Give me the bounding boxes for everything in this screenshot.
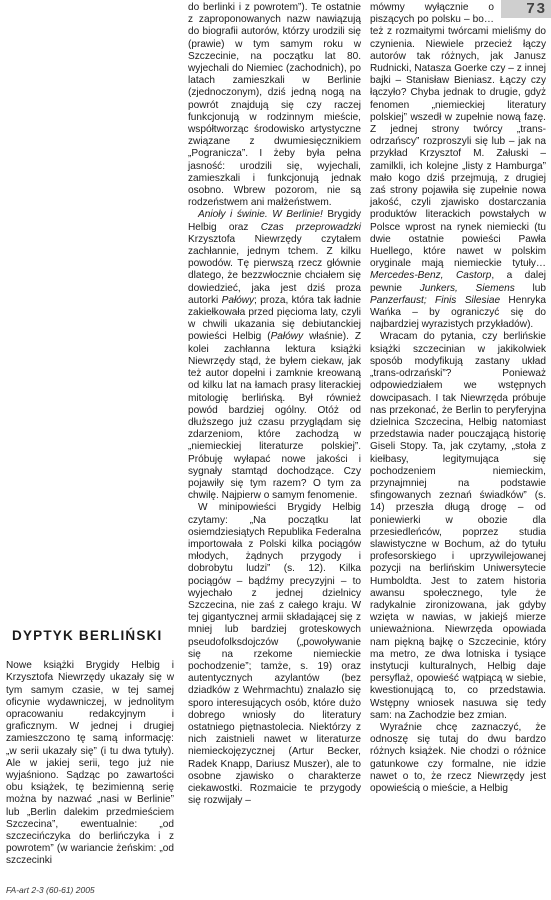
text: , a dalej pewnie [370, 270, 546, 294]
paragraph: W minipowieści Brygidy Helbig czytamy: „Na początku lat osiemdziesiątych Republika Federalna importowała z Polski kilka pociągów młodych, żądnych przygody i dobrobytu ludzi” (s. 12). Kilka pociągów – bądźmy precyzyjni – to wyjechało z jednej dzielnicy Szczecina, nie zaś z całego kraju. W tej gigantycznej armii składającej się z mniej lub bardziej groteskowych pseudofolksdojczów („powoływanie się na rzekome niemieckie pochodzenie”; tamże, s. 19) oraz autentycznych azylantów (bez dziadków z Wehrmachtu) znalazło się sporo interesujących osób, które dużo dobrego wniosły do literatury ostatniego piętnastolecia. Niektórzy z nich zaistnieli nawet w literaturze niemieckojęzycznej (Artur Becker, Radek Knapp, Dariusz Muszer), ale to osobne zjawisko o charakterze ciekawostki. Rozmaicie te przygody się rozwijały – [188, 502, 361, 807]
book-title: Panzerfaust; Finis Silesiae [370, 294, 501, 306]
text: Brygidy Helbig oraz [188, 209, 361, 233]
paragraph [370, 2, 546, 331]
book-title: Anioły i świnie. W Berlinie! [198, 209, 323, 221]
text: Henryka Wańka – by ograniczyć się do najbardziej wyrazistych przykładów). [370, 294, 547, 331]
book-title: Junkers, Siemens [419, 282, 515, 294]
text: Krzysztofa Niewrzędy czytałem zachłannie, jednym tchem. Z kilku powodów. Tę pierwszą rzecz głównie dlatego, że bezzwłocznie chciałem się dowiedzieć, jaka jest dziś proza autorki [188, 233, 361, 306]
left-column [6, 630, 174, 868]
text: ; proza, która tak ładnie zakiełkowała przed pięcioma laty, czyli w chwili ukazania się debiutanckiej powieści Helbig ( [188, 294, 361, 343]
book-title: Pałówy [270, 331, 304, 343]
footer: FA-art 2-3 (60-61) 2005 [6, 885, 95, 895]
text: mówmy wyłącznie o piszących po polsku – bo… też z rozmaitymi twórcami mieliśmy do czynienia. Niewiele przecież łączy autorów tak różnych, jak Janusz Rudnicki, Natasza Goerke czy – z innej bajki – Stanisław Bieniasz. Łączy czy łączyło? Chyba jednak to drugie, gdyż fenomen „niemieckiej literatury polskiej” wszedł w zupełnie nową fazę. Z jednej strony twórcy „trans-odrzańscy” rozproszyli się lub – jak na przykład Krzysztof M. Załuski – zamilkli, ich kolejne „listy z Hamburga” mało kogo dziś przejmują, z drugiej zaś strony pojawiła się zupełnie nowa jakość, czyli zjawisko dostarczania produktów literackich powstałych w Polsce wprost na rynek niemiecki (tu dwie ostatnie powieści Pawła Huellego, które nawet w polskim oryginale mają niemieckie tytuły… [370, 2, 546, 270]
text: lub [514, 282, 546, 294]
right-column [370, 2, 546, 795]
intro-paragraph: Nowe książki Brygidy Helbig i Krzysztofa Niewrzędy ukazały się w tym samym czasie, w tej samej oficynie wydawniczej, w jednolitym opracowaniu redakcyjnym i graficznym. W jednej i drugiej zamieszczono tę samą informację: „w serii ukazały się” (i tu dwa tytuły). Ale w jakiej serii, tego już nie wyjaśniono. Sądząc po zawartości obu książek, tę bezimienną serię można by nazwać „nasi w Berlinie” lub „Berlin dalekim przedmieściem Szczecina”, ewentualnie: „od szczecińczyka do berlińczyka i z powrotem” (w wariancie żeńskim: „od szczecinki [6, 660, 174, 867]
paragraph [188, 209, 361, 502]
paragraph: Wyraźnie chcę zaznaczyć, że odnoszę się tutaj do dwu bardzo różnych książek. Nie chodzi o różnice gatunkowe czy formalne, nie idzie nawet o to, że rzecz Niewrzędy jest opowieścią o mieście, a Helbig [370, 721, 546, 794]
book-title: Pałówy [221, 294, 255, 306]
book-title: Czas przeprowadzki [260, 221, 361, 233]
book-title: Mercedes-Benz, Castorp [370, 270, 492, 282]
page-number-spacer [494, 2, 546, 18]
page-number: 73 [501, 0, 551, 18]
text: właśnie). Z kolei zachłanna lektura książki Niewrzędy stąd, że byłem ciekaw, jak też autor dopełni i zamknie kreowaną od kilku lat na łamach prasy literackiej mitologię berlińską. Był również powód bardziej ogólny. Otóż od dłuższego już czasu przyglądam się zdarzeniom, które zachodzą w „niemieckiej literaturze polskiej”. Próbuję wyłapać nowe jakości i sygnały stamtąd dochodzące. Czy pojawiły się tym razem? O tym za chwilę. Najpierw o samym fenomenie. [188, 331, 362, 502]
paragraph: Wracam do pytania, czy berlińskie książki szczecinian w jakikolwiek sposób modyfikują zastany układ „trans-odrzański”? Ponieważ odpowiedziałem we wstępnych dowcipasach. I tak Niewrzęda próbuje nas przekonać, że Berlin to peryferyjna dzielnica Szczecina, Helbig natomiast przedstawia nader poucząjącą historię Giseli Stopy. Ta, jak czytamy, „stoła z kiełbasy, legitymująca się pochodzeniem niemieckim, przynajmniej na podstawie sfingowanych zeznań świadków” (s. 14) przeszła długą drogę – od poniewierki w obozie dla przesiedleńców, poprzez studia slawistyczne w Bochum, aż do tytułu profesorskiego i uprzywilejowanej pozycji na berlińskim Uniwersytecie Humboldta. Jest to zatem historia awansu społecznego, tyle że radykalnie zironizowana, jak gdyby wzięta w nawias, w jakiejś mierze unieważniona. Niewrzęda opowiada nam piękną bajkę o Szczecinie, który ma metro, ze dwa lotniska i tysiące instytucji kulturalnych, Helbig daje persyflaż, opowieść wątpiącą w siebie, kwestionującą to, co przedstawia. Wstępny wniosek nasuwa się tedy sam: na Zachodzie bez zmian. [370, 331, 546, 721]
middle-column [188, 2, 361, 807]
section-title: DYPTYK BERLIŃSKI [12, 628, 163, 643]
paragraph: do berlinki i z powrotem”). Te ostatnie z zaproponowanych nazw nawiązują do biografii autorów, którzy urodzili się (prawie) w tym samym roku w Szczecinie, na początku lat 80. wyjechali do Niemiec (zachodnich), po latach zamieszkali w Berlinie (zjednoczonym), dziś jedną nogą na powrót znajdują się czy raczej funkcjonują w rodzinnym mieście, współtworząc środowisko artystyczne związane z dwumiesięcznikiem „Pogranicza”. I żeby była pełna jasność: urodzili się, wyjechali, zamieszkali i funkcjonują jednak osobno. Wbrew pozorom, nie są rodzeństwem ani małżeństwem. [188, 2, 361, 209]
